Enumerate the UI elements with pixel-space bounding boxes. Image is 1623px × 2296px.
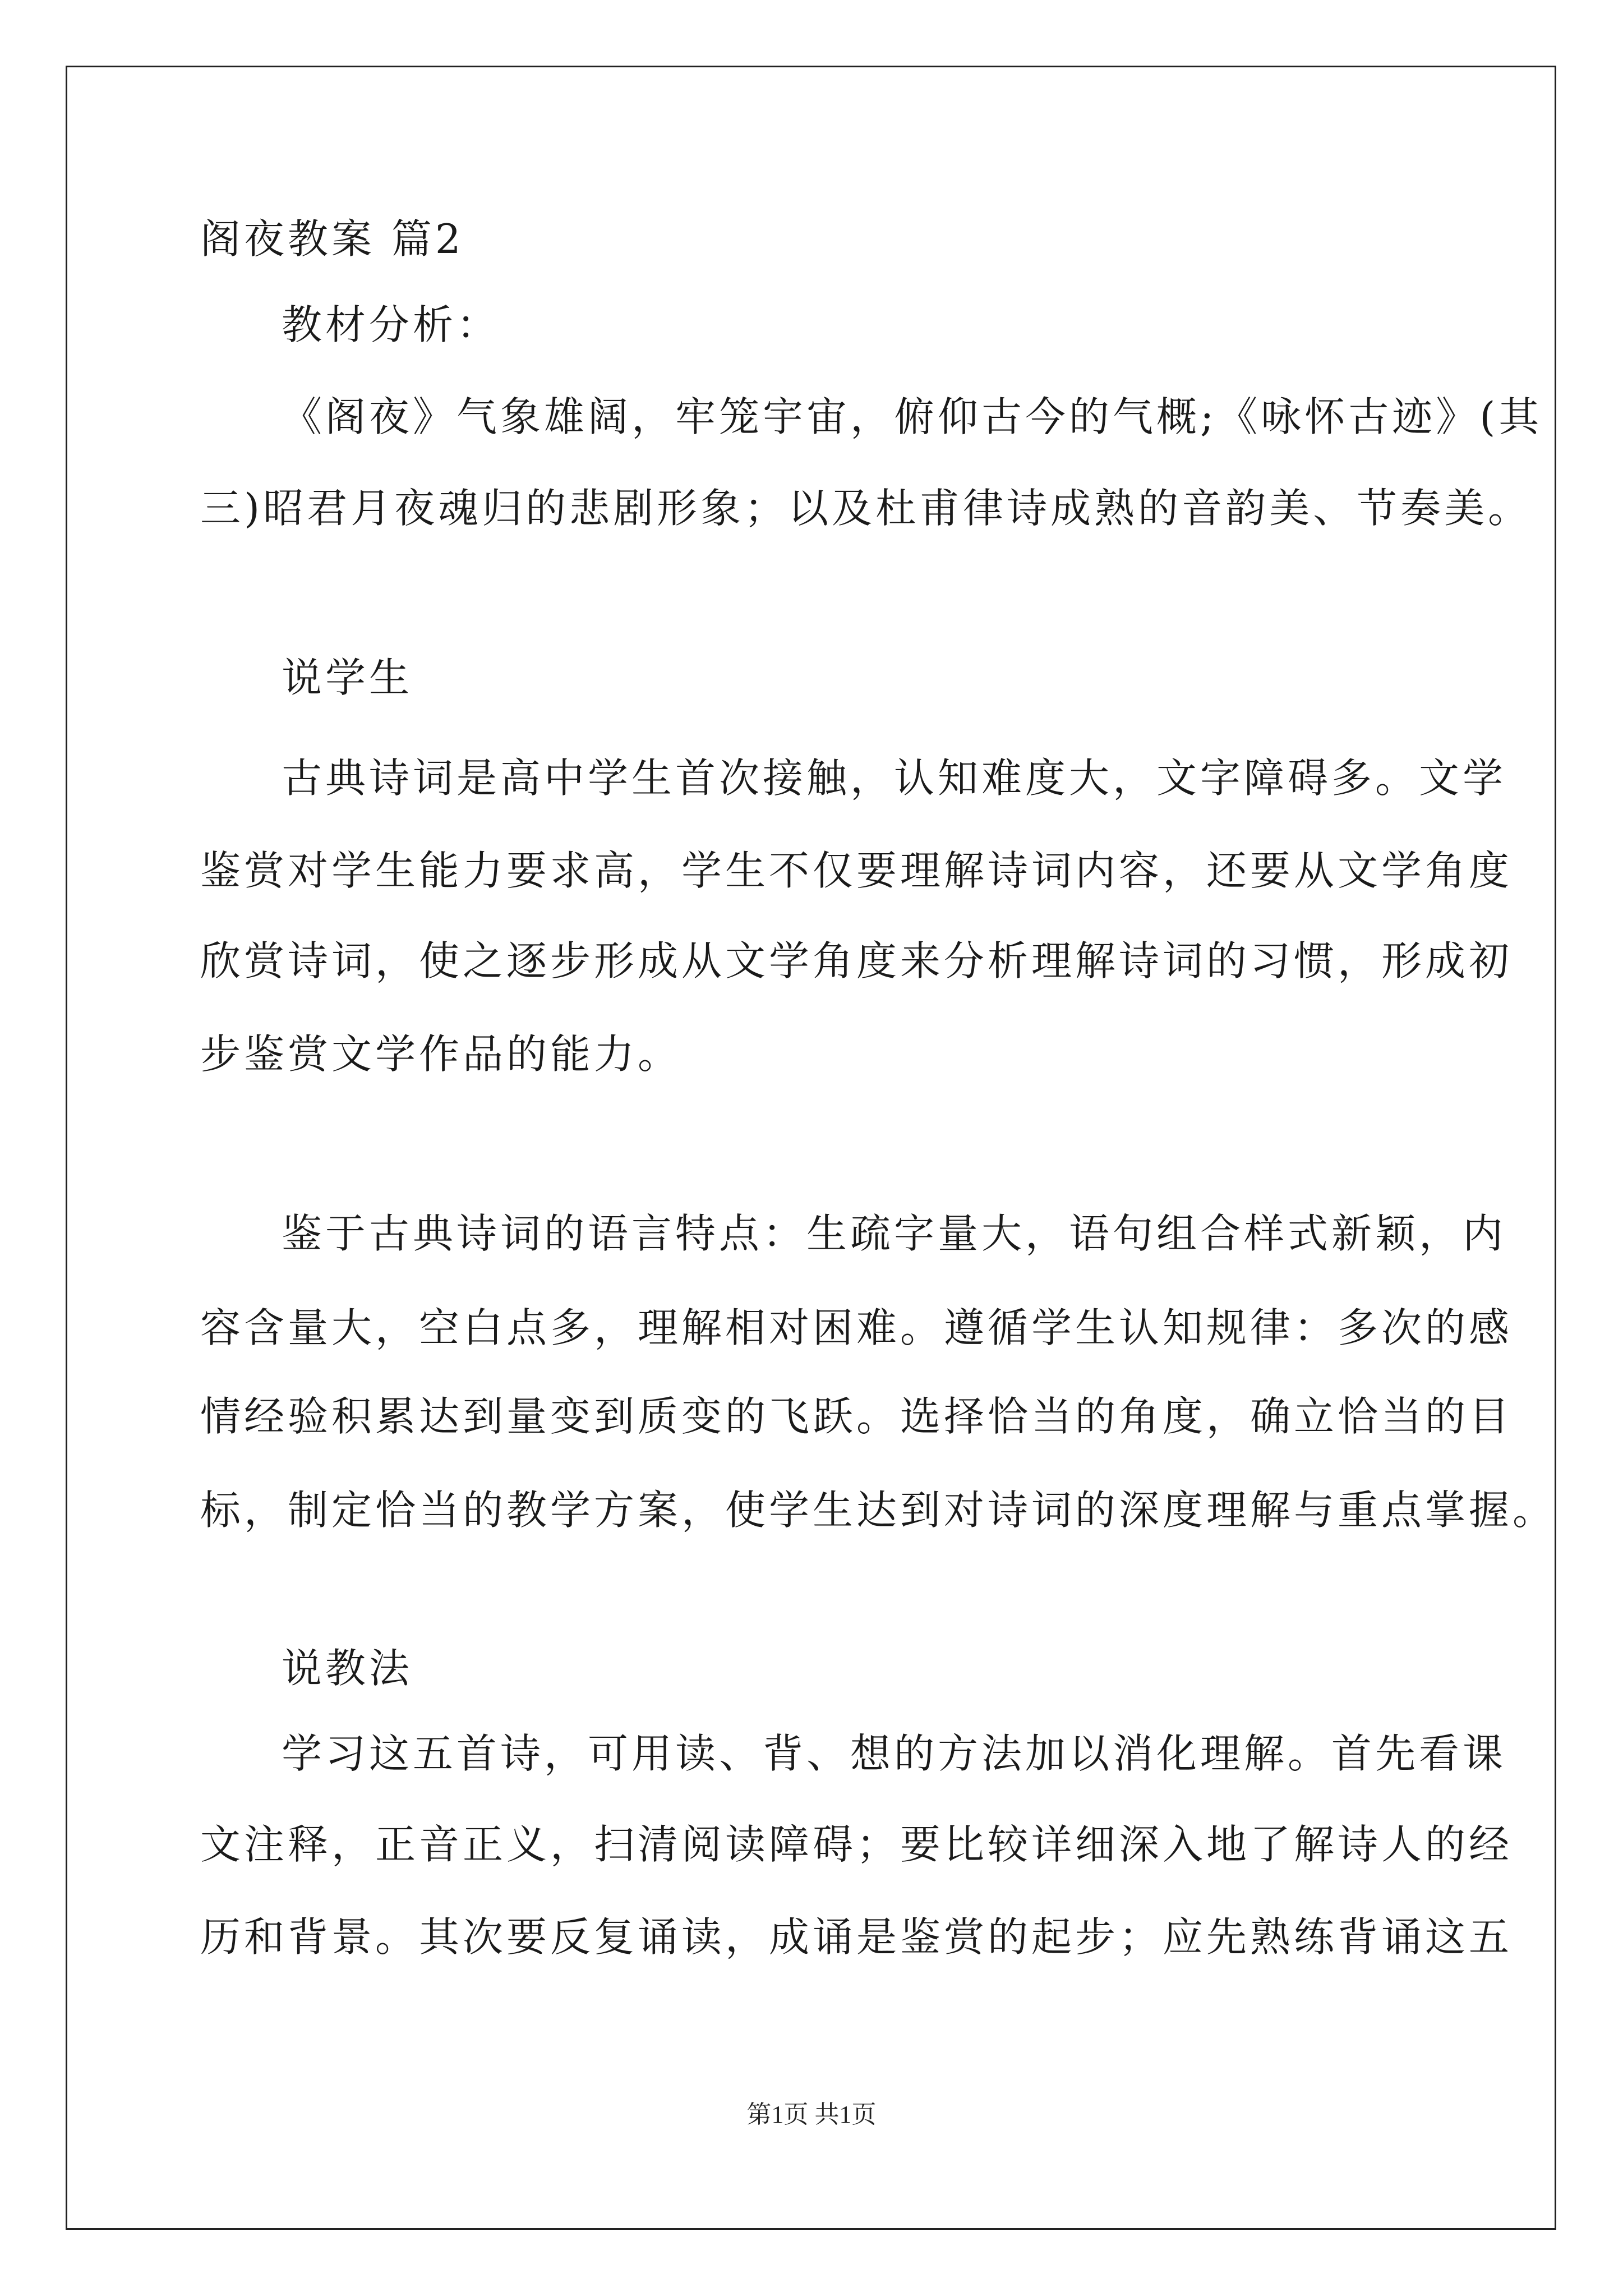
section-heading-teaching-methods: 说教法: [282, 1645, 413, 1692]
paragraph-line: 欣赏诗词，使之逐步形成从文学角度来分析理解诗词的习惯，形成初: [200, 937, 1513, 984]
paragraph-line: 标，制定恰当的教学方案，使学生达到对诗词的深度理解与重点掌握。: [200, 1487, 1557, 1534]
paragraph-line: 情经验积累达到量变到质变的飞跃。选择恰当的角度，确立恰当的目: [200, 1393, 1513, 1440]
paragraph-line: 学习这五首诗，可用读、背、想的方法加以消化理解。首先看课: [282, 1730, 1507, 1777]
paragraph-line: 《阁夜》气象雄阔，牢笼宇宙，俯仰古今的气概;《咏怀古迹》(其: [282, 393, 1543, 440]
paragraph-line: 步鉴赏文学作品的能力。: [200, 1030, 682, 1078]
paragraph-line: 鉴于古典诗词的语言特点：生疏字量大，语句组合样式新颖，内: [282, 1210, 1507, 1257]
paragraph-line: 历和背景。其次要反复诵读，成诵是鉴赏的起步；应先熟练背诵这五: [200, 1913, 1513, 1961]
paragraph-line: 三)昭君月夜魂归的悲剧形象；以及杜甫律诗成熟的音韵美、节奏美。: [200, 485, 1532, 532]
paragraph-line: 古典诗词是高中学生首次接触，认知难度大，文字障碍多。文学: [282, 754, 1507, 802]
page-number-footer: 第1页 共1页: [746, 2101, 877, 2128]
paragraph-line: 鉴赏对学生能力要求高，学生不仅要理解诗词内容，还要从文学角度: [200, 847, 1513, 894]
section-heading-textbook-analysis: 教材分析：: [282, 301, 501, 348]
section-heading-students: 说学生: [282, 654, 413, 701]
paragraph-line: 容含量大，空白点多，理解相对困难。遵循学生认知规律：多次的感: [200, 1304, 1513, 1351]
document-title: 阁夜教案 篇2: [200, 215, 464, 263]
paragraph-line: 文注释，正音正义，扫清阅读障碍；要比较详细深入地了解诗人的经: [200, 1821, 1513, 1868]
